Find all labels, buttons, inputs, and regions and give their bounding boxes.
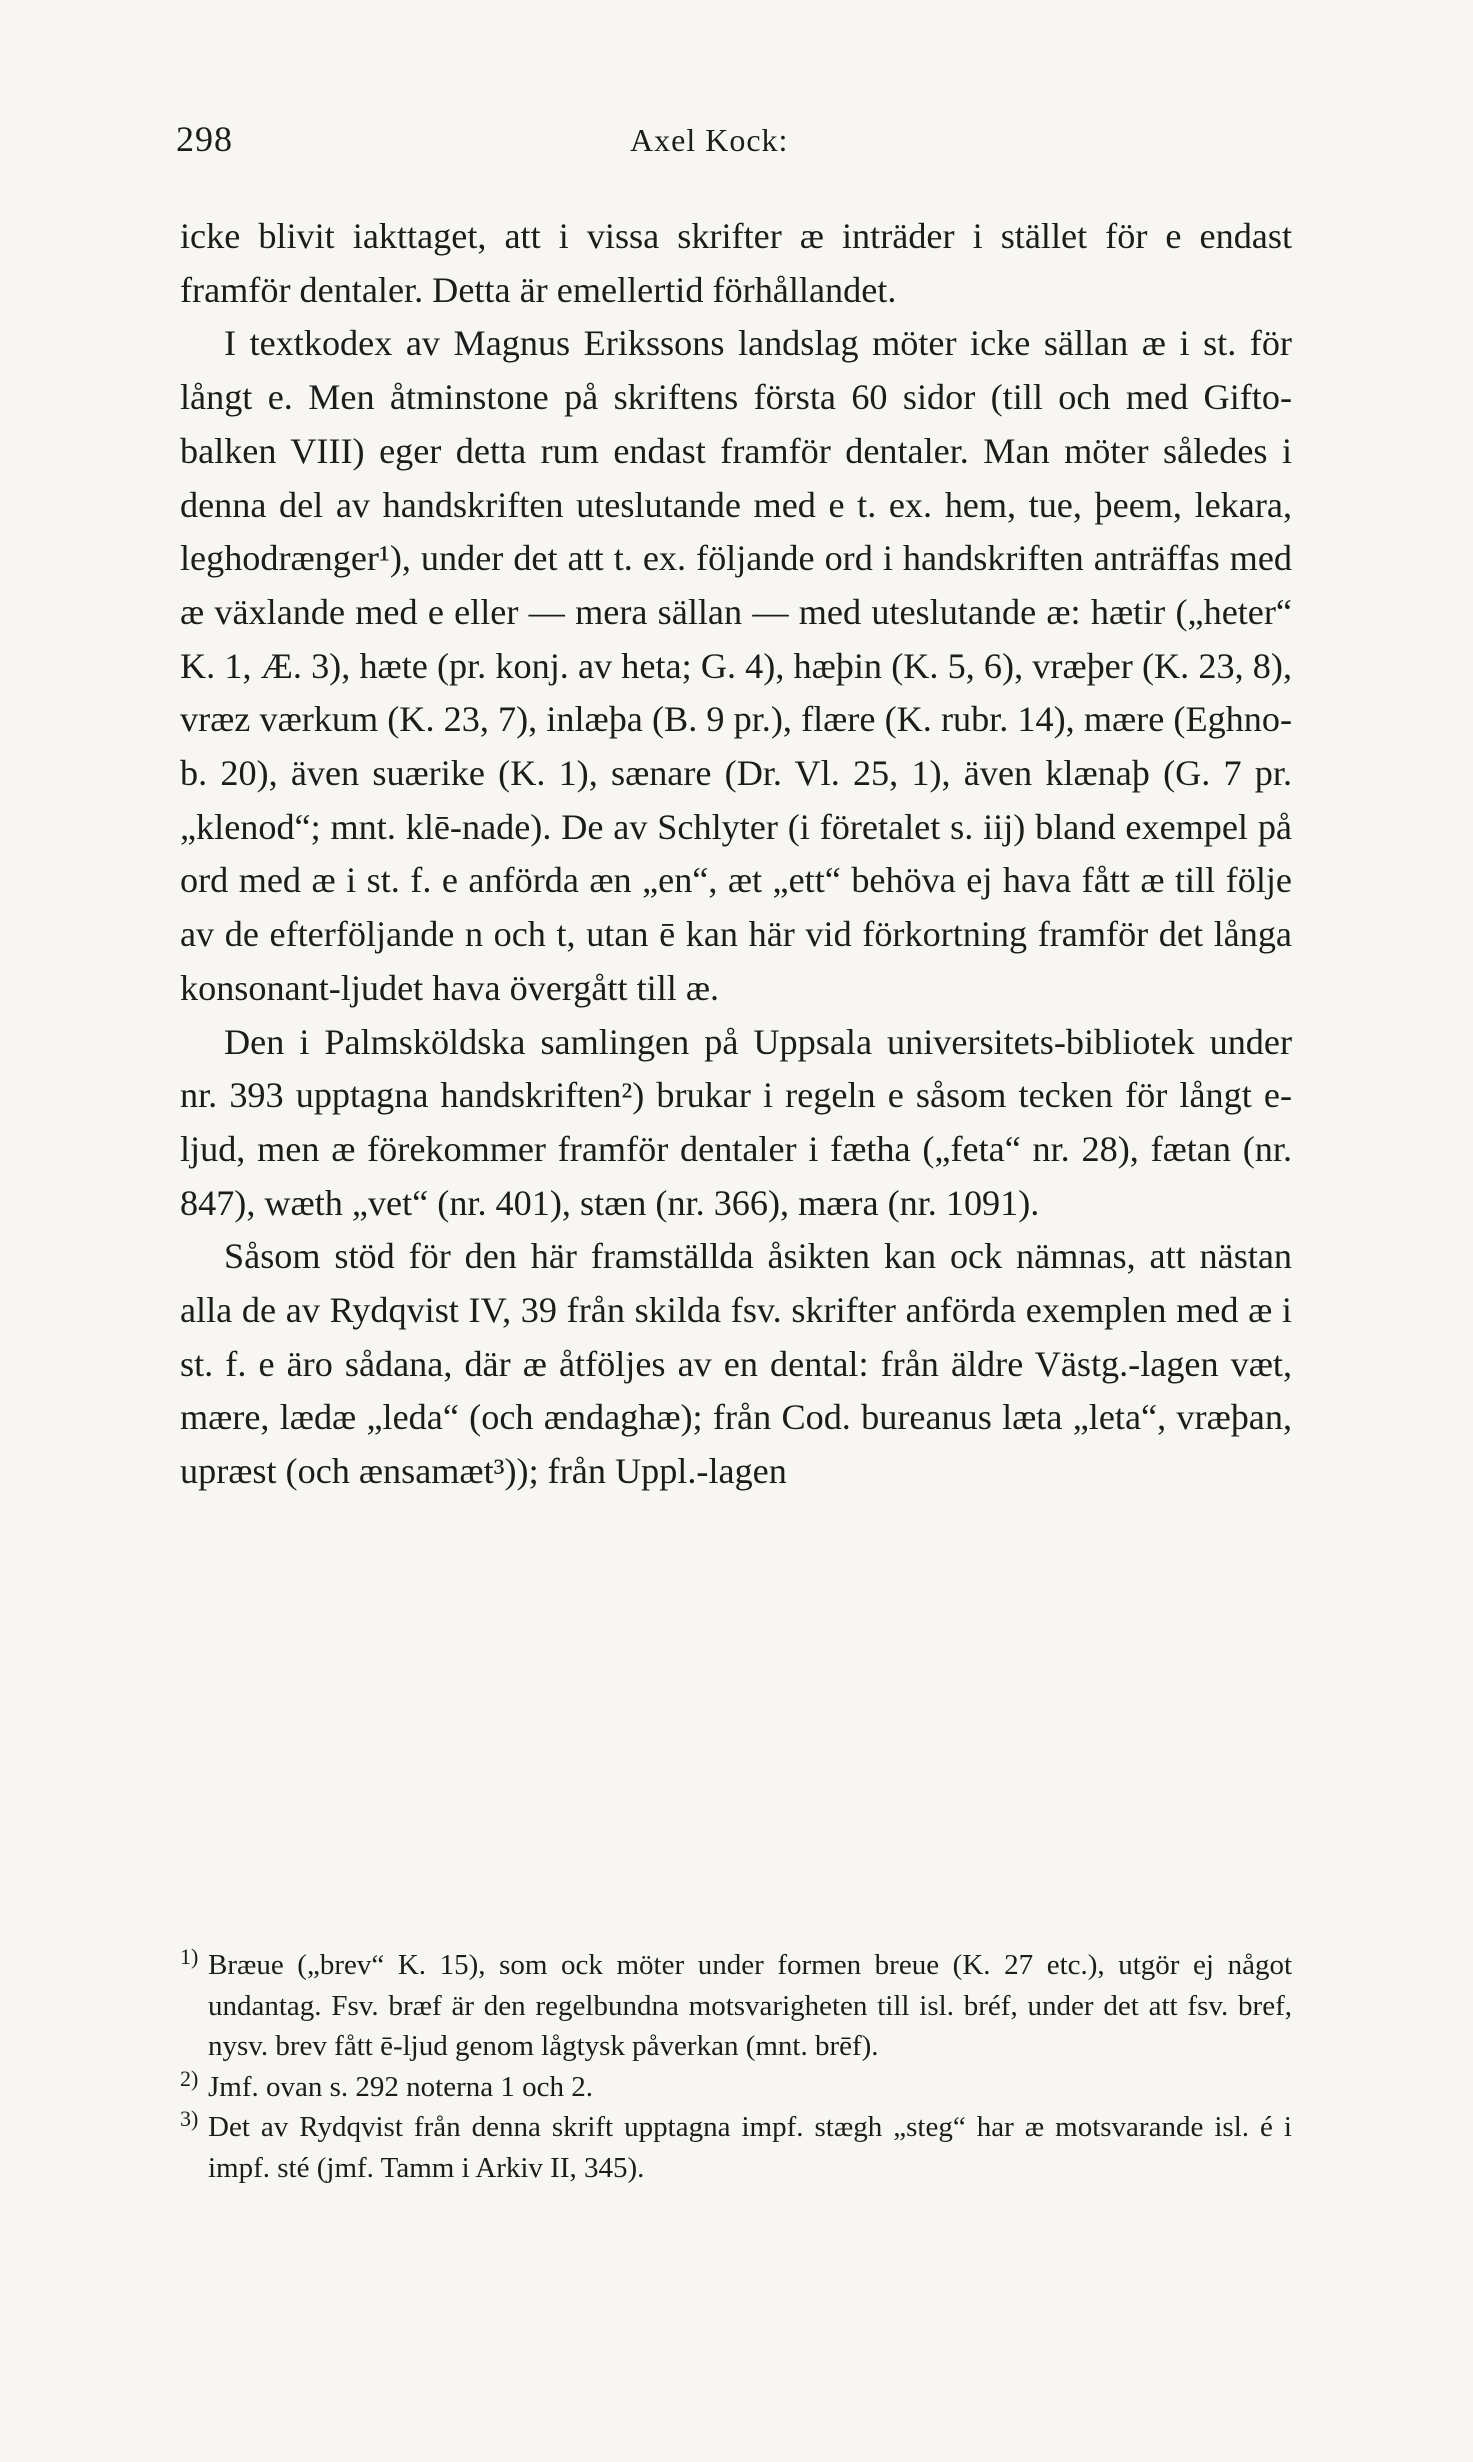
footnote-1 — [180, 1945, 1292, 2067]
footnote-3 — [180, 2107, 1292, 2188]
page-header — [0, 118, 1473, 178]
paragraph-4: Såsom stöd för den här framställda åsikten kan ock nämnas, att nästan alla de av Rydqvist IV, 39 från skilda fsv. skrifter anförda exemplen med æ i st. f. e äro sådana, där æ åtföljes av en dental: från äldre Västg.-lagen væt, mære, lædæ „leda“ (och ændaghæ); från Cod. bureanus læta „leta“, vræþan, upræst (och ænsamæt³)); från Uppl.-lagen — [180, 1236, 1292, 1492]
main-text — [180, 210, 1292, 1499]
footnote-mark: 3) — [180, 2106, 199, 2131]
paragraph-3: Den i Palmsköldska samlingen på Uppsala universitets-bibliotek under nr. 393 upptagna handskriften²) brukar i regeln e såsom tecken för långt e-ljud, men æ förekommer framför dentaler i fætha („feta“ nr. 28), fætan (nr. 847), wæth „vet“ (nr. 401), stæn (nr. 366), mæra (nr. 1091). — [180, 1021, 1292, 1223]
footnotes — [180, 1945, 1292, 2188]
footnote-mark: 2) — [180, 2065, 199, 2091]
page-number: 298 — [176, 119, 233, 159]
footnote-text: Jmf. ovan s. 292 noterna 1 och 2. — [208, 2070, 593, 2103]
running-head: Axel Kock: — [630, 122, 789, 158]
footnote-text: Det av Rydqvist från denna skrift upptagna impf. stægh „steg“ har æ motsvarande isl. é i impf. sté (jmf. Tamm i Arkiv II, 345). — [208, 2111, 1292, 2184]
footnote-2 — [180, 2067, 1292, 2108]
paragraph-2: I textkodex av Magnus Erikssons landslag möter icke sällan æ i st. för långt e. Men åtminstone på skriftens första 60 sidor (till och med Gifto-balken VIII) eger detta rum endast framför dentaler. Man möter således i denna del av handskriften uteslutande med e t. ex. hem, tue, þeem, lekara, leghodrænger¹), under det att t. ex. följande ord i handskriften anträffas med æ växlande med e eller — mera sällan — med uteslutande æ: hætir („heter“ K. 1, Æ. 3), hæte (pr. konj. av heta; G. 4), hæþin (K. 5, 6), vræþer (K. 23, 8), vræz værkum (K. 23, 7), inlæþa (B. 9 pr.), flære (K. rubr. 14), mære (Eghno-b. 20), även suærike (K. 1), sænare (Dr. Vl. 25, 1), även klænaþ (G. 7 pr. „klenod“; mnt. klē-nade). De av Schlyter (i företalet s. iij) bland exempel på ord med æ i st. f. e anförda æn „en“, æt „ett“ behöva ej hava fått æ till följe av de efterföljande n och t, utan ē kan här vid förkortning framför det långa konsonant-ljudet hava övergått till æ. — [180, 323, 1292, 1008]
footnote-text: Bræue („brev“ K. 15), som ock möter under formen breue (K. 27 etc.), utgör ej något undantag. Fsv. bræf är den regelbundna motsvarigheten till isl. bréf, under det att fsv. bref, nysv. brev fått ē-ljud genom lågtysk påverkan (mnt. brēf). — [208, 1949, 1292, 2062]
paragraph-1: icke blivit iakttaget, att i vissa skrifter æ inträder i stället för e endast framför dentaler. Detta är emellertid förhållandet. — [180, 216, 1292, 310]
footnote-mark: 1) — [180, 1944, 199, 1969]
